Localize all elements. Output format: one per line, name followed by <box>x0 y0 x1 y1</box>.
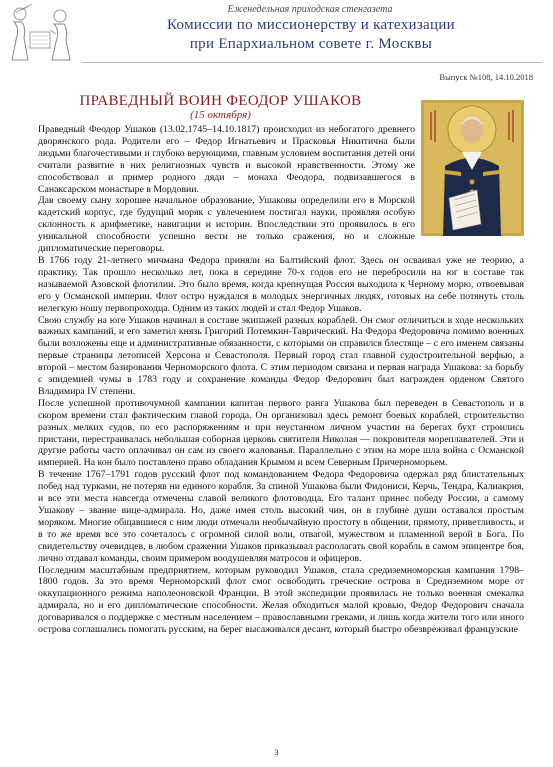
header-divider <box>82 62 542 63</box>
issue-number: Выпуск №108, 14.10.2018 <box>439 72 533 82</box>
article-date: (15 октября) <box>190 109 251 121</box>
article-paragraph: В 1766 году 21-летнего мичмана Федора приняли на Балтийский флот. Здесь он осваивал уже не теорию, а практику. Так прошло несколько лет, пока в середине 70-х годов его не перебросили на юг в составе так называемой Азовской флотилии. Это было время, когда крепнущая Россия выходила к Черному морю, отвоевывая его у Османской империи. Флот остро нуждался в молодых энергичных людях, готовых на себе потянуть столь нелегкую ношу первопроходца. Одним из таких людей и стал Федор Ушаков. <box>38 254 524 314</box>
newsletter-header <box>0 0 553 82</box>
praying-figures-logo-icon <box>6 2 76 64</box>
page-number: 3 <box>274 748 279 757</box>
header-title-line2: при Епархиальном совете г. Москвы <box>189 36 433 52</box>
article-paragraph: Свою службу на юге Ушаков начинал в составе экипажей разных кораблей. Он смог отличиться в ходе нескольких важных кампаний, и его заметил князь Григорий Потемкин-Таврический. На Федора Федоровича помимо военных были возложены еще и административные обязанности, с которыми он справился блестяще – с его именем связаны первые страницы летописей Херсона и Севастополя. Первый город стал главной судостроительной верфью, а второй – местом базирования Черноморского флота. С этим периодом связана и первая награда Ушакова: за борьбу с эпидемией чумы в 1783 году и сохранение команды Федор Федорович был награжден орденом Святого Владимира IV степени. <box>38 314 524 397</box>
article-paragraph: Праведный Феодор Ушаков (13.02.1745–14.10.1817) происходил из небогатого древнего дворянского рода. Родители его – Федор Игнатьевич и Прасковья Никитична были людьми благочестивыми и глубоко верующими, главным условием воспитания детей они считали развитие в них религиозных чувств и высокой нравственности. Этому же способствовал и пример родного дяди – монаха Феодора, подвизавшегося в Санаксарском монастыре в Мордовии. <box>38 124 415 195</box>
article-paragraph: Последним масштабным предприятием, которым руководил Ушаков, стала средиземноморская кампания 1798–1800 годов. За это время Черноморский флот смог освободить греческие острова в Средиземном море от оккупационного режима наполеоновской Франции. В этой экспедиции проявилась не только военная смекалка адмирала, но и его дипломатические способности. Желая обходиться малой кровью, Федор Федорович сначала договаривался о поддержке с местным населением – православными греками, и лишь когда жители того или иного острова соглашались помогать русским, на берег высаживался десант, который быстро обезвреживал французские <box>38 564 524 636</box>
article-paragraph: После успешной противочумной кампании капитан первого ранга Ушакова был переведен в Севастополь и в скором времени стал фактическим главой города. Он организовал здесь ремонт боевых кораблей, строительство разных мелких судов, по его распоряжениям и при неустанном личном участии на берегах бухт строились пристани, перестраивалась небольшая соборная церковь святителя Николая — покровителя мореплавателей. Эти и другие работы часто оплачивал он сам из своего жалованья. Параллельно с этим на море шла война с Османской империей. На кон было поставлено право обладания Крымом и всем Северным Причерноморьем. <box>38 397 524 469</box>
article-paragraph: В течение 1767–1791 годов русский флот под командованием Федора Федоровича одержал ряд блистательных побед над турками, не потеряв ни единого корабля. За спиной Ушакова были Фидониси, Керчь, Тендра, Калиакрия, и все эти места навсегда отмечены славой великого флотоводца. Его талант принес победу России, а самому Ушакову – звание вице-адмирала. Но, даже имея столь высокий чин, он в глубине души оставался простым моряком. Многие общавшиеся с ним люди отмечали необычайную простоту в общении, прямоту, приветливость, и в то же время все это сочеталось с огромной силой воли, отвагой, мужеством и пламенной верой в Бога. По свидетельству очевидцев, в любом сражении Ушаков приказывал располагать свой корабль в самом эпицентре боя, лично отдавал команды, своим примером воодушевляя матросов и офицеров. <box>38 469 524 564</box>
article-title: ПРАВЕДНЫЙ ВОИН ФЕОДОР УШАКОВ <box>79 93 362 109</box>
header-subtitle: Еженедельная приходская стенгазета <box>227 4 393 15</box>
header-title-line1: Комиссии по миссионерству и катехизации <box>167 17 455 33</box>
article-body <box>38 124 524 636</box>
article-paragraph: Дав своему сыну хорошее начальное образование, Ушаковы определили его в Морской кадетский корпус, где будущий моряк с увлечением постигал науки, проявляя особую склонность к арифметике, навигации и истории. Впоследствии это проявилось в его уникальной способности успешно вести не только сражения, но и сложные дипломатические переговоры. <box>38 195 415 255</box>
